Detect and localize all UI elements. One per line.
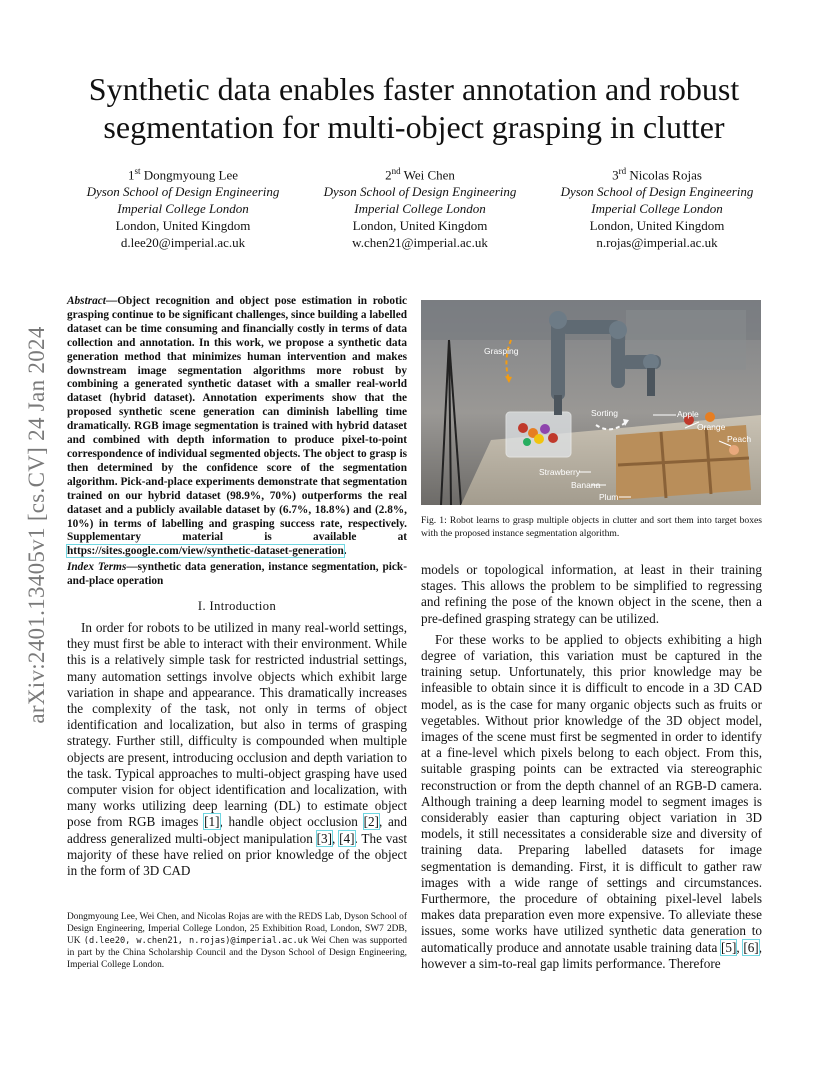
author-name: 1st Dongmyoung Lee: [128, 166, 238, 183]
author-dept: Dyson School of Design Engineering: [323, 184, 517, 200]
author-email[interactable]: w.chen21@imperial.ac.uk: [352, 235, 488, 251]
label-peach: Peach: [727, 434, 752, 444]
label-apple: Apple: [677, 409, 699, 419]
figure-caption: Fig. 1: Robot learns to grasp multiple objects in clutter and sort them into target boxes with the proposed instance segmentation algorithm.: [421, 515, 762, 539]
paper-title: [60, 70, 768, 146]
right-column: [421, 300, 762, 977]
citation-link[interactable]: [6]: [743, 939, 759, 955]
author-name: 3rd Nicolas Rojas: [612, 166, 702, 183]
author-dept: Dyson School of Design Engineering: [86, 184, 280, 200]
citation-link[interactable]: [5]: [721, 939, 737, 955]
supplementary-link[interactable]: https://sites.google.com/view/synthetic-dataset-generation: [67, 545, 344, 558]
author-location: London, United Kingdom: [589, 218, 725, 234]
robot-scene-illustration: [421, 300, 761, 505]
section-heading: I. Introduction: [197, 599, 277, 614]
footnote: Dongmyoung Lee, Wei Chen, and Nicolas Rojas are with the REDS Lab, Dyson School of Design Engineering, Imperial College London, 25 Exhibition Road, London, SW7 2DB, UK (d.lee20, w.chen21, n.rojas)@imperial.ac.uk Wei Chen was supported in part by the China Scholarship Council and the Dyson School of Design Engineering, Imperial College London.: [67, 912, 407, 970]
author-2: [307, 163, 533, 251]
citation-link[interactable]: [4]: [339, 830, 355, 846]
author-location: London, United Kingdom: [115, 218, 251, 234]
author-1: [70, 163, 296, 251]
left-column: [67, 295, 407, 879]
author-3: [544, 163, 770, 251]
title-line: Synthetic data enables faster annotation and robust: [88, 71, 740, 107]
author-inst: Imperial College London: [591, 201, 723, 217]
author-inst: Imperial College London: [117, 201, 249, 217]
body-paragraph: For these works to be applied to objects exhibiting a high degree of variation, this variation must be captured in the training setup. Unfortunately, this prior knowledge may be infeasible to obtain since it is difficult to encode in a 3D CAD model, as is the case for many organic objects such as fruits or vegetables. Without prior knowledge of the 3D object model, images of the scene must first be segmented in order to identify at a fine-level which pixels belong to each object. From this, suitable grasping points can be extracted via stereographic reconstruction or from the depth channel of an RGB-D camera. Although training a deep learning model to segment images is considerably easier than capturing object variation in 3D models, it still necessitates a considerable size and diversity of training data. Preparing labelled datasets for image segmentation is demanding. First, it is difficult to gather raw images with a wide range of settings and circumstances. Furthermore, the procedure of obtaining pixel-level labels makes data preparation even more expensive. To alleviate these issues, some works have utilized synthetic data generation to automatically produce and annotate usable training data [5], [6], however a sim-to-real gap limits performance. Therefore: [421, 631, 762, 971]
arxiv-stamp: arXiv:2401.13405v1 [cs.CV] 24 Jan 2024: [24, 326, 49, 724]
label-orange: Orange: [697, 422, 726, 432]
label-grasping: Grasping: [484, 346, 519, 356]
label-strawberry: Strawberry: [539, 467, 581, 477]
author-name: 2nd Wei Chen: [385, 166, 455, 183]
robot-figure: [421, 300, 761, 505]
author-dept: Dyson School of Design Engineering: [560, 184, 754, 200]
title-line: segmentation for multi-object grasping in clutter: [103, 109, 725, 145]
author-location: London, United Kingdom: [352, 218, 488, 234]
label-sorting: Sorting: [591, 408, 618, 418]
citation-link[interactable]: [2]: [363, 814, 379, 830]
author-block: [70, 163, 770, 251]
citation-link[interactable]: [1]: [204, 814, 220, 830]
label-banana: Banana: [571, 480, 601, 490]
right-body: [421, 562, 762, 972]
intro-paragraph: In order for robots to be utilized in many real-world settings, they must first be able to interact with their environment. While this is a relatively simple task for restricted industrial settings, many automation settings involve objects which exhibit large variation in shape and appearance. This dramatically increases the complexity of the task, not only in terms of object identification and localization, but also in terms of grasping strategy. Further still, difficulty is compounded when multiple objects are present, introducing occlusion and depth variation to the task. Typical approaches to multi-object grasping have used computer vision for object identification and localization, with many works utilizing deep learning (DL) to estimate object pose from RGB images [1], handle object occlusion [2], and address generalized multi-object manipulation [3], [4]. The vast majority of these have relied on prior knowledge of the object in the form of 3D CAD: [67, 620, 407, 879]
author-inst: Imperial College London: [354, 201, 486, 217]
label-plum: Plum: [599, 492, 619, 502]
author-email[interactable]: n.rojas@imperial.ac.uk: [596, 235, 718, 251]
body-paragraph: models or topological information, at least in their training stages. This allows the problem to be simplified to regressing and refining the pose of the known object in the scene, then a pre-defined grasping strategy can be utilized.: [421, 562, 762, 626]
abstract: Abstract—Object recognition and object pose estimation in robotic grasping continue to be significant challenges, since building a labelled dataset can be time consuming and financially costly in terms of data collection and annotation. In this work, we propose a synthetic data generation method that minimizes human intervention and makes downstream image segmentation algorithms more robust by combining a generated synthetic dataset with a smaller real-world dataset (hybrid dataset). Annotation experiments show that the proposed synthetic scene generation can diminish labelling time dramatically. RGB image segmentation is trained with hybrid dataset and combined with depth information to produce pixel-to-point correspondence of individual segmented objects. The object to grasp is then determined by the confidence score of the segmentation algorithm. Pick-and-place experiments demonstrate that segmentation trained on our hybrid dataset (98.9%, 70%) outperforms the real dataset and a publicly available dataset by (6.7%, 18.8%) and (2.8%, 10%) in terms of labelling and grasping success rate, respectively. Supplementary material is available at https://sites.google.com/view/synthetic-dataset-generation.: [67, 295, 407, 558]
citation-link[interactable]: [3]: [316, 830, 333, 846]
author-email[interactable]: d.lee20@imperial.ac.uk: [120, 235, 246, 251]
index-terms: Index Terms—synthetic data generation, instance segmentation, pick-and-place operation: [67, 561, 407, 588]
